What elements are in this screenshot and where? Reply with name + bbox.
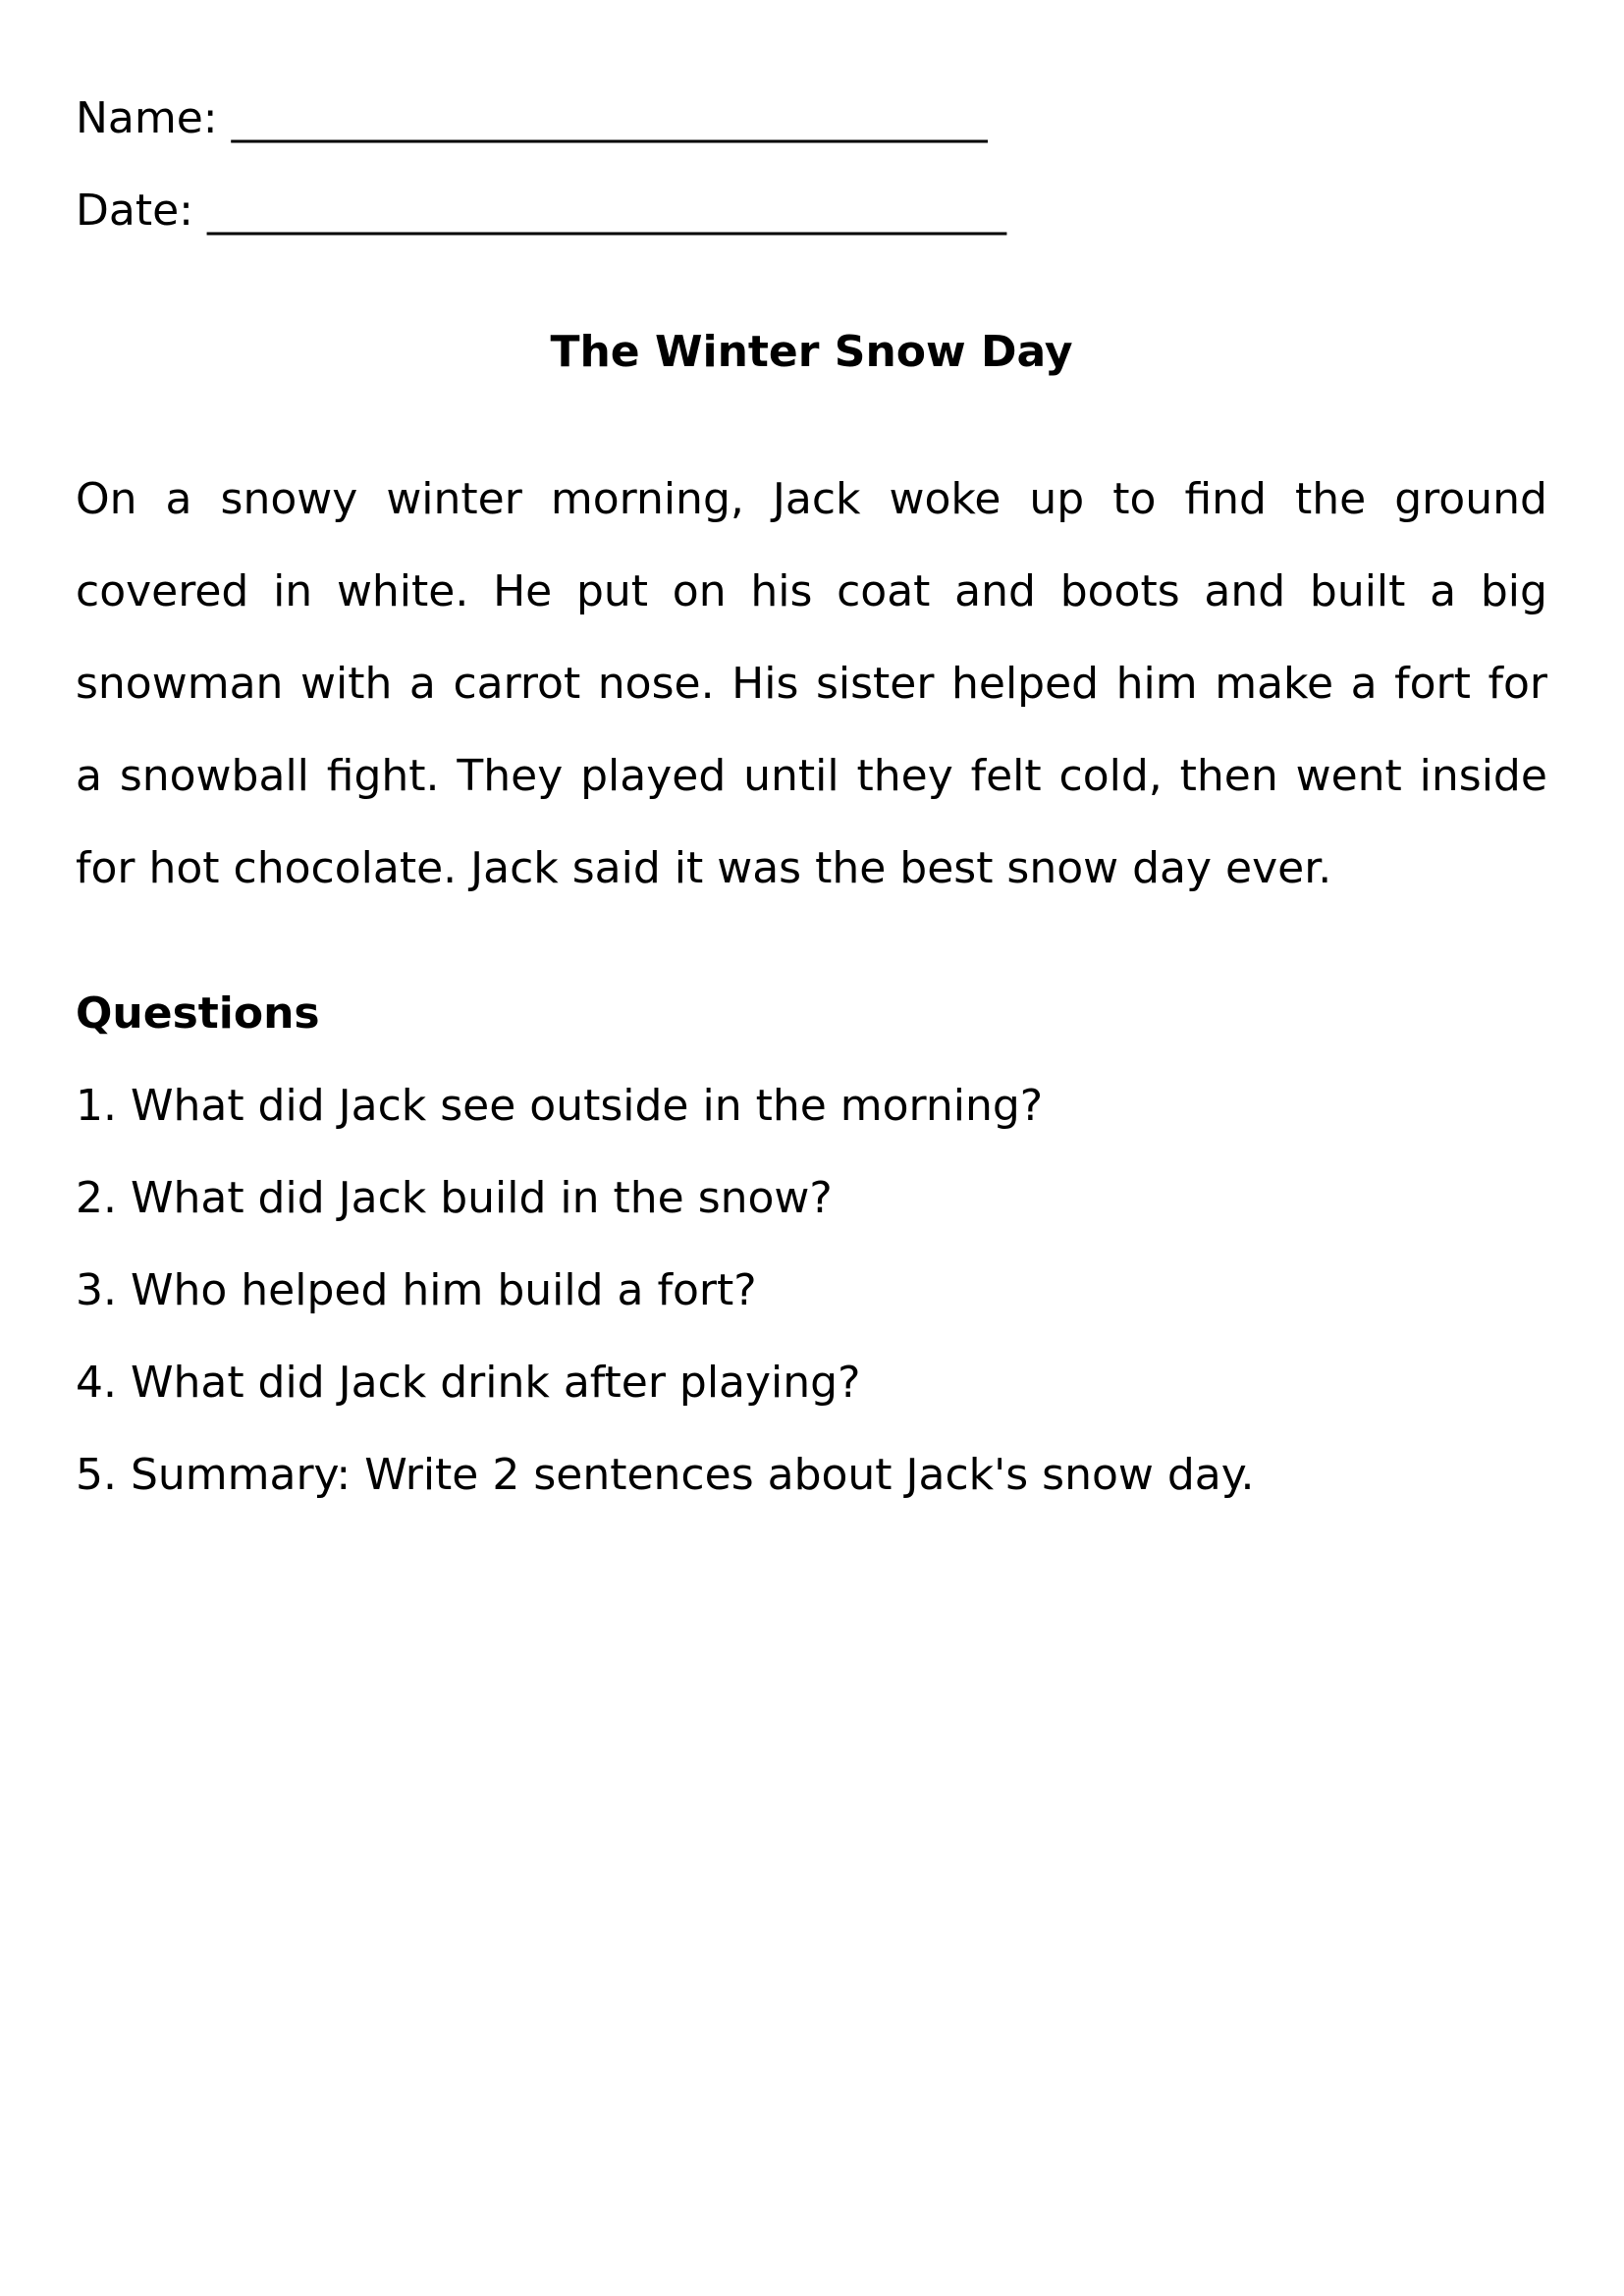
date-blank-line: _____________________________________ — [207, 186, 1006, 236]
page-title: The Winter Snow Day — [550, 327, 1073, 377]
story-line: a snowball fight. They played until they felt cold, then went inside — [76, 751, 1547, 801]
questions-heading: Questions — [76, 988, 320, 1039]
question-item: 4. What did Jack drink after playing? — [76, 1358, 861, 1408]
name-line — [76, 73, 1547, 165]
story-line: On a snowy winter morning, Jack woke up to find the ground — [76, 474, 1547, 524]
story-line: covered in white. He put on his coat and boots and built a big — [76, 566, 1547, 616]
date-label: Date: — [76, 186, 193, 236]
date-line — [76, 165, 1547, 257]
story-paragraph — [76, 454, 1547, 915]
name-label: Name: — [76, 93, 218, 143]
worksheet-header — [76, 73, 1547, 257]
question-item: 3. Who helped him build a fort? — [76, 1265, 757, 1315]
name-blank-line: ___________________________________ — [231, 93, 988, 143]
questions-list — [76, 1060, 1547, 1522]
story-line: snowman with a carrot nose. His sister helped him make a fort for — [76, 659, 1547, 709]
question-item: 5. Summary: Write 2 sentences about Jack's snow day. — [76, 1450, 1255, 1500]
question-item: 2. What did Jack build in the snow? — [76, 1173, 833, 1223]
story-line: for hot chocolate. Jack said it was the best snow day ever. — [76, 843, 1332, 893]
question-item: 1. What did Jack see outside in the morning? — [76, 1081, 1044, 1131]
